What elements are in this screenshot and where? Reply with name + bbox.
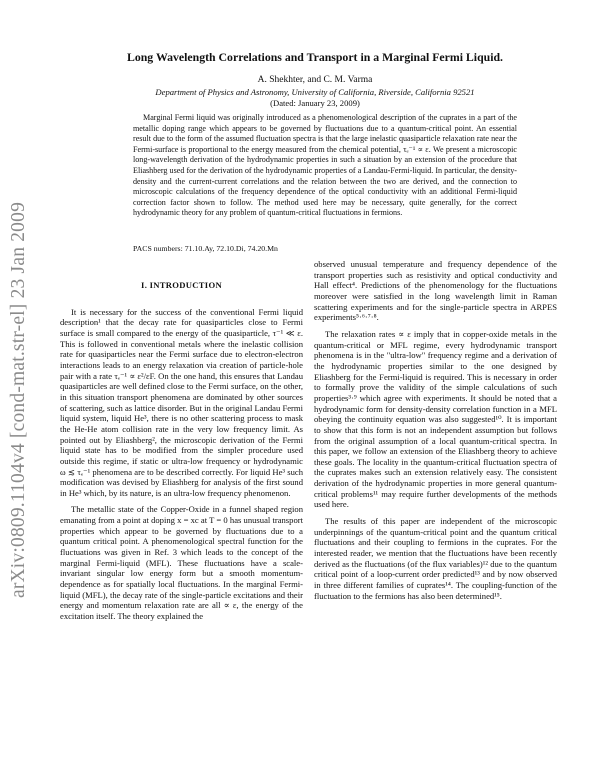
pacs-numbers: PACS numbers: 71.10.Ay, 72.10.Di, 74.20.Mn <box>133 244 278 253</box>
paper-title: Long Wavelength Correlations and Transport in a Marginal Fermi Liquid. <box>126 50 503 64</box>
section-heading: I. INTRODUCTION <box>141 280 222 290</box>
paragraph: The results of this paper are independent of the microscopic underpinnings of the quantum-critical point and the quantum critical fluctuations and their coupling to fermions in the cuprates. For the interested reader, we mention that the fluctuations have been recently derived as the fluctuations (of the flux variables)¹² due to the quantum critical point of a loop-current order predicted¹³ and by now observed in three different families of cuprates¹⁴. The coupling-function of the fluctuation to the fermions has also been determined¹⁵. <box>314 516 557 601</box>
left-column <box>60 280 303 628</box>
affiliation: Department of Physics and Astronomy, University of California, Riverside, California 92521 <box>155 87 475 97</box>
paragraph: It is necessary for the success of the conventional Fermi liquid description¹ that the decay rate for quasiparticles close to Fermi surface is small compared to the energy of the quasiparticle, τ⁻¹ ≪ ε. This is followed in conventional metals where the inelastic collision rate for quasiparticles near the Fermi surface due to electron-electron interactions leads to an energy relaxation via creation of particle-hole pair with a rate τₑ⁻¹ ∝ ε²/εF. On the one hand, this ensures that Landau quasiparticles are well defined close to the Fermi surface, on the other, in this situation transport phenomena are dominated by other sources of scattering, such as lattice disorder. But in the original Landau Fermi liquid system, liquid He³, there is no other scattering process to mask the He-He atom collision rate in the very low frequency limit. As pointed out by Eliashberg², the microscopic derivation of the Fermi liquid state has to be modified from the simpler procedure used outside this regime, if static or ultra-low frequency or hydrodynamic ω ≲ τₑ⁻¹ phenomena are to be described correctly. For liquid He³ such modification was devised by Eliashberg for analysis of the first sound in He³ which, by its nature, is an ultra-low frequency phenomenon. <box>60 306 303 498</box>
arxiv-identifier <box>6 190 32 610</box>
paragraph: The metallic state of the Copper-Oxide in a funnel shaped region emanating from a point at doping x = xc at T = 0 has unusual transport properties which appear to be governed by fluctuations due to a quantum critical point. A phenomenological spectral function for the fluctuations was given in Ref. 3 which leads to the concept of the marginal Fermi-liquid (MFL). These fluctuations have a scale-invariant singular low energy form but a smooth momentum-dependence as for spatially local fluctuations. In the marginal Fermi-liquid (MFL), the decay rate of the single-particle excitations and their energy and momentum relaxation rate are all ∝ ε, the energy of the excitation itself. The theory explained the <box>60 504 303 622</box>
abstract <box>133 113 517 219</box>
arxiv-id-text: arXiv:0809.1104v4 [cond-mat.str-el] 23 Jan 2009 <box>8 201 29 599</box>
authors: A. Shekhter, and C. M. Varma <box>257 75 373 85</box>
paragraph: observed unusual temperature and frequency dependence of the transport properties such as resistivity and optical conductivity and Hall effect⁴. Predictions of the phenomenology for the fluctuations moreover were satisfied in the long wavelength limit in Raman scattering experiments and for the single-particle spectra in ARPES experiments⁵·⁶·⁷·⁸. <box>314 259 557 323</box>
paragraph: The relaxation rates ∝ ε imply that in copper-oxide metals in the quantum-critical or MFL regime, every hydrodynamic transport phenomena is in the "ultra-low" frequency regime and a derivation of the hydrodynamic properties similar to the one designed by Eliashberg for the Fermi-liquid is required. This is necessary in order to formally prove the validity of the simple calculations of such properties³·⁹ which agree with experiments. It should be noted that a hydrodynamic form for density-density correlation function in a MFL obeying the continuity equation was also suggested¹⁰. It is important to show that this form is not an independent assumption but follows from the original assumption of a local quantum-critical spectra. In this paper, we follow an extension of the Eliashberg theory to achieve these goals. The locality in the quantum-critical fluctuation spectra of the cuprates makes such an extension relatively easy. The consistent derivation of the hydrodynamic properties in more general quantum-critical problems¹¹ may require further developments of the methods used here. <box>314 328 557 510</box>
abstract-text: Marginal Fermi liquid was originally introduced as a phenomenological description of the cuprates in a part of the metallic doping range which appears to be governed by fluctuations due to a quantum-critical point. An essential result due to the form of the assumed fluctuation spectra is that the large inelastic quasiparticle relaxation rate near the Fermi-surface is proportional to the energy measured from the chemical potential, τₑ⁻¹ ∝ ε. We present a microscopic long-wavelength derivation of the hydrodynamic properties in such a situation by an extension of the procedure that Eliashberg used for the derivation of the hydrodynamic properties of a Landau-Fermi-liquid. In particular, the density-density and the current-current correlations and the relation between the two are derived, and the connection to microscopic calculations of the frequency dependence of the optical conductivity with an additional Fermi-liquid correction factor shown to follow. The method used here may be necessary, quite generally, for the correct hydrodynamic theory for any problem of quantum-critical fluctuations in fermions. <box>133 113 517 218</box>
date-line: (Dated: January 23, 2009) <box>270 98 360 108</box>
right-column <box>314 259 557 607</box>
